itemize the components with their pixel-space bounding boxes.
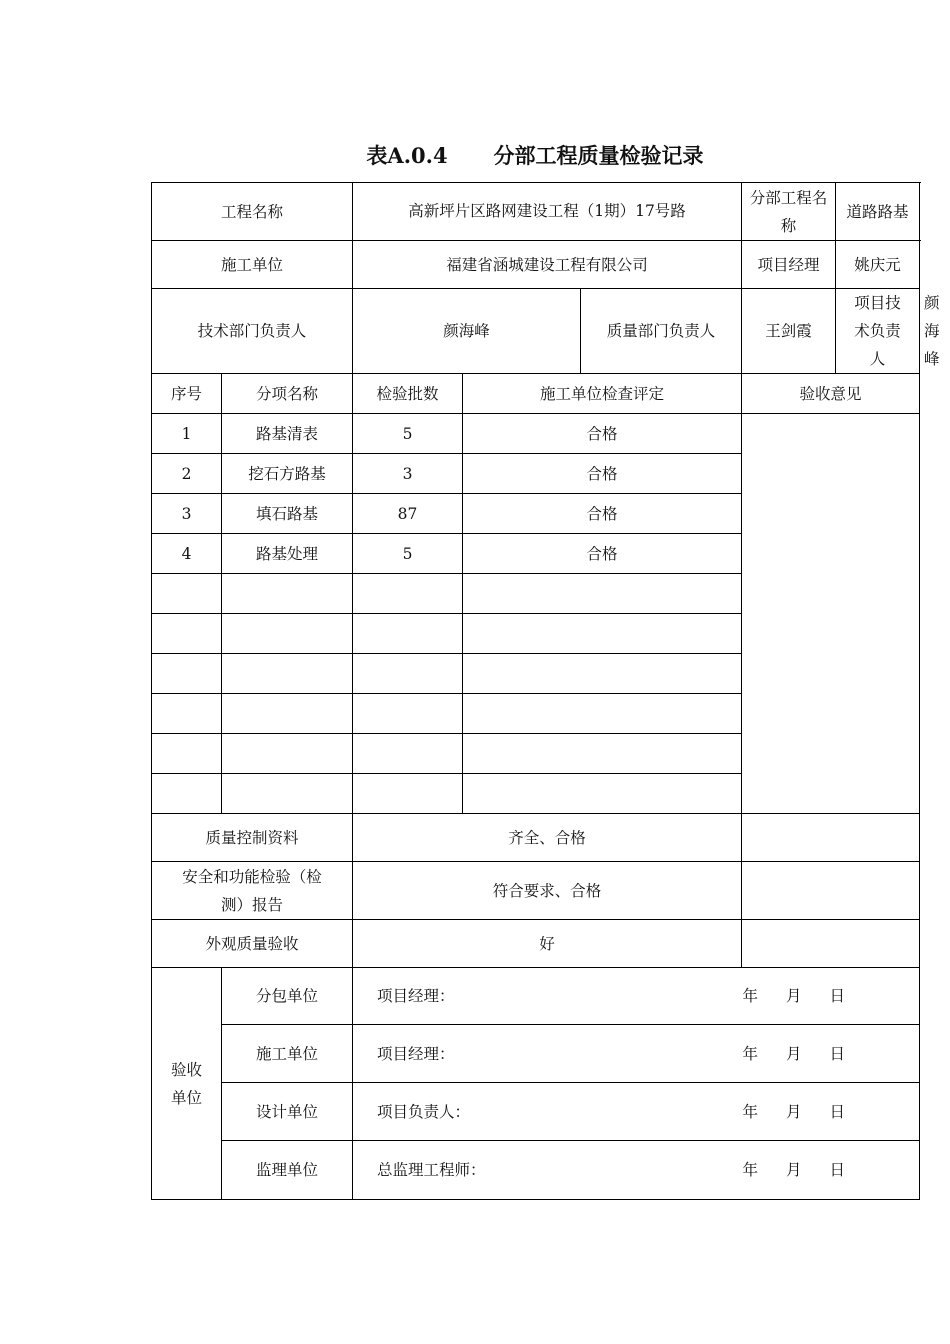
acceptance-role: 总监理工程师： bbox=[377, 1161, 486, 1179]
acceptance-row bbox=[152, 968, 920, 1025]
col-batches-header: 检验批数 bbox=[353, 374, 463, 414]
acceptance-unit: 施工单位 bbox=[222, 1025, 353, 1083]
acceptance-sign-cell bbox=[353, 1083, 920, 1141]
row-item: 填石路基 bbox=[222, 494, 353, 534]
qc-value: 齐全、合格 bbox=[353, 814, 742, 862]
qc-row bbox=[152, 814, 920, 862]
row-batches: 5 bbox=[353, 414, 463, 454]
qc-opinion bbox=[742, 814, 920, 862]
row-seq: 2 bbox=[152, 454, 222, 494]
safety-opinion bbox=[742, 862, 920, 920]
date-fields: 年 月 日 bbox=[742, 1161, 846, 1179]
acceptance-row bbox=[152, 1025, 920, 1083]
quality-dept-value: 王剑霞 bbox=[742, 289, 836, 374]
tech-dept-value: 颜海峰 bbox=[353, 289, 581, 374]
acceptance-sign-cell bbox=[353, 1025, 920, 1083]
row-batches: 3 bbox=[353, 454, 463, 494]
row-assessment: 合格 bbox=[463, 494, 742, 534]
project-name-label: 工程名称 bbox=[152, 183, 353, 241]
row-item: 路基处理 bbox=[222, 534, 353, 574]
contractor-value: 福建省涵城建设工程有限公司 bbox=[353, 241, 742, 289]
appearance-label: 外观质量验收 bbox=[152, 920, 353, 968]
pm-value: 姚庆元 bbox=[836, 241, 920, 289]
acceptance-row bbox=[152, 1083, 920, 1141]
row-assessment: 合格 bbox=[463, 454, 742, 494]
col-item-header: 分项名称 bbox=[222, 374, 353, 414]
safety-value: 符合要求、合格 bbox=[353, 862, 742, 920]
acceptance-unit: 监理单位 bbox=[222, 1141, 353, 1200]
opinion-cell bbox=[742, 414, 920, 814]
row-seq: 4 bbox=[152, 534, 222, 574]
form-code: 表A.0.4 bbox=[366, 143, 448, 168]
appearance-value: 好 bbox=[353, 920, 742, 968]
project-row bbox=[152, 183, 920, 241]
tech-dept-label: 技术部门负责人 bbox=[152, 289, 353, 374]
safety-row bbox=[152, 862, 920, 920]
row-assessment: 合格 bbox=[463, 414, 742, 454]
contractor-row bbox=[152, 241, 920, 289]
appearance-row bbox=[152, 920, 920, 968]
row-batches: 87 bbox=[353, 494, 463, 534]
sub-project-label: 分部工程名称 bbox=[742, 183, 836, 241]
form-name: 分部工程质量检验记录 bbox=[493, 143, 704, 168]
safety-label: 安全和功能检验（检测）报告 bbox=[152, 862, 353, 920]
acceptance-unit: 分包单位 bbox=[222, 968, 353, 1025]
col-seq-header: 序号 bbox=[152, 374, 222, 414]
acceptance-role: 项目经理： bbox=[377, 1044, 455, 1063]
acceptance-unit: 设计单位 bbox=[222, 1083, 353, 1141]
column-header-row bbox=[152, 374, 920, 414]
sub-project-value: 道路路基 bbox=[836, 183, 920, 241]
acceptance-role: 项目负责人： bbox=[377, 1102, 471, 1121]
row-item: 路基清表 bbox=[222, 414, 353, 454]
col-assessment-header: 施工单位检查评定 bbox=[463, 374, 742, 414]
tech-lead-label: 项目技术负责人 bbox=[836, 289, 920, 374]
qc-label: 质量控制资料 bbox=[152, 814, 353, 862]
page-title bbox=[0, 140, 950, 170]
date-fields: 年 月 日 bbox=[742, 1102, 846, 1121]
row-seq: 3 bbox=[152, 494, 222, 534]
acceptance-role: 项目经理： bbox=[377, 987, 455, 1005]
acceptance-sign-cell bbox=[353, 1141, 920, 1200]
pm-label: 项目经理 bbox=[742, 241, 836, 289]
contractor-label: 施工单位 bbox=[152, 241, 353, 289]
row-batches: 5 bbox=[353, 534, 463, 574]
date-fields: 年 月 日 bbox=[742, 987, 846, 1005]
row-seq: 1 bbox=[152, 414, 222, 454]
responsible-row: 技术部门负责人 颜海峰 质量部门负责人 王剑霞 项目技术负责人 颜海峰 bbox=[152, 289, 920, 374]
project-name-value: 高新坪片区路网建设工程（1期）17号路 bbox=[353, 183, 742, 241]
acceptance-group-label: 验收单位 bbox=[152, 968, 222, 1200]
appearance-opinion bbox=[742, 920, 920, 968]
date-fields: 年 月 日 bbox=[742, 1044, 846, 1063]
row-item: 挖石方路基 bbox=[222, 454, 353, 494]
acceptance-row bbox=[152, 1141, 920, 1200]
inspection-record-table bbox=[151, 182, 940, 1200]
acceptance-sign-cell bbox=[353, 968, 920, 1025]
col-opinion-header: 验收意见 bbox=[742, 374, 920, 414]
table-row bbox=[152, 414, 920, 454]
quality-dept-label: 质量部门负责人 bbox=[581, 289, 742, 374]
row-assessment: 合格 bbox=[463, 534, 742, 574]
